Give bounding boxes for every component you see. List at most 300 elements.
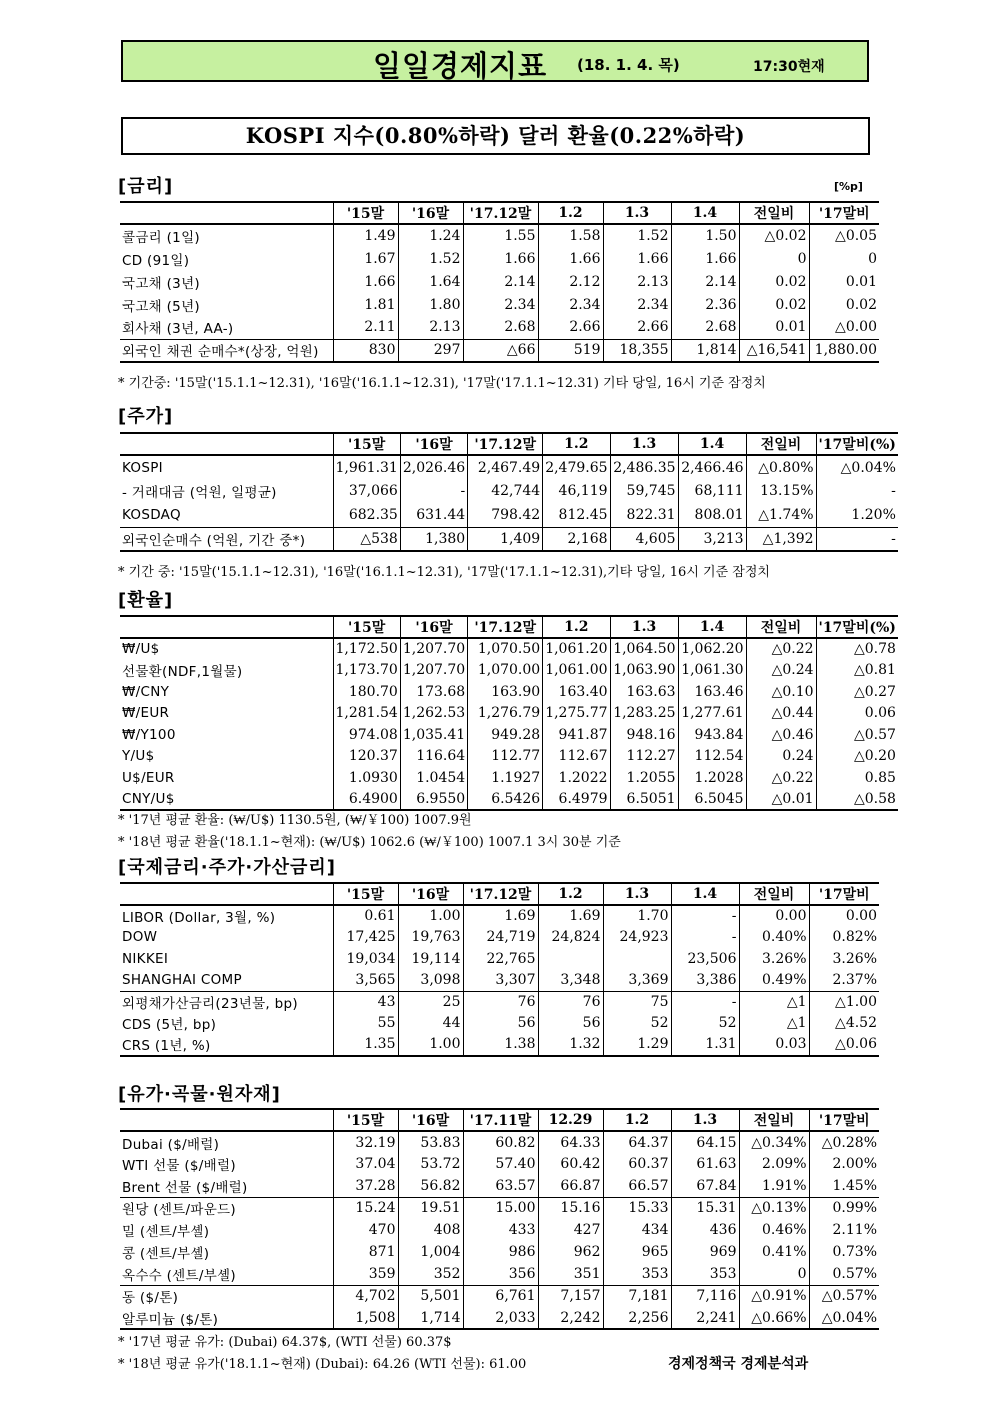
cell-value: 1,173.70 xyxy=(333,660,400,682)
cell-value: △0.13% xyxy=(739,1197,809,1219)
cell-value: 433 xyxy=(463,1219,538,1241)
headline-box: KOSPI 지수(0.80%하락) 달러 환율(0.22%하락) xyxy=(121,117,870,155)
row-label: SHANGHAI COMP xyxy=(122,972,242,988)
row-label: ₩/U$ xyxy=(122,641,160,658)
row-label: U$/EUR xyxy=(122,769,175,786)
interest-note: * 기간중: '15말('15.1.1~12.31), '16말('16.1.1~12.31), '17말('17.1.1~12.31) 기타 당일, 16시 기준 잠정치 xyxy=(118,376,766,391)
table-row xyxy=(120,1013,879,1035)
row-label: NIKKEI xyxy=(122,950,169,967)
cell-value: 24,824 xyxy=(538,927,603,949)
cell-value: 1,070.00 xyxy=(468,660,543,682)
cell-value: 519 xyxy=(538,339,603,362)
cell-value: △0.22 xyxy=(746,767,816,789)
cell-value: 434 xyxy=(603,1219,671,1241)
row-label: 외국인 채권 순매수*(상장, 억원) xyxy=(120,339,333,362)
cell-value: 42,744 xyxy=(468,479,543,503)
cell-value xyxy=(603,948,671,970)
column-header: '17말비 xyxy=(809,202,879,224)
fx-note-2: * '18년 평균 환율('18.1.1~현재): (₩/U$) 1062.6 (₩/￥100) 1007.1 3시 30분 기준 xyxy=(118,835,621,850)
cell-value: 969 xyxy=(671,1241,739,1263)
cell-value: 13.15% xyxy=(746,479,816,503)
row-label: 동 ($/톤) xyxy=(120,1285,333,1307)
cell-value: 18,355 xyxy=(603,339,671,362)
cell-value: 1.81 xyxy=(333,293,398,316)
header-row xyxy=(120,202,879,224)
cell-value: 2,466.46 xyxy=(678,455,746,479)
cell-value: 812.45 xyxy=(543,503,610,527)
cell-value: 6.4979 xyxy=(543,789,610,811)
cell-value: 0.49% xyxy=(739,970,809,992)
row-label: 알루미늄 ($/톤) xyxy=(120,1307,333,1329)
cell-value: 2,241 xyxy=(671,1307,739,1329)
cell-value: 7,157 xyxy=(538,1285,603,1307)
cell-value: 59,745 xyxy=(610,479,678,503)
cell-value: 0 xyxy=(809,247,879,270)
cell-value: 19,763 xyxy=(398,927,463,949)
section-stock-title: [주가] xyxy=(118,406,174,427)
cell-value: - xyxy=(671,991,739,1013)
cell-value: △66 xyxy=(463,339,538,362)
cell-value: 15.16 xyxy=(538,1197,603,1219)
cell-value: 0.03 xyxy=(739,1034,809,1056)
cell-value: 1.31 xyxy=(671,1034,739,1056)
cell-value: 941.87 xyxy=(543,724,610,746)
cell-value: 1,961.31 xyxy=(333,455,400,479)
column-header: 1.3 xyxy=(610,433,678,455)
cell-value: 1.64 xyxy=(398,270,463,293)
cell-value: △0.81 xyxy=(816,660,898,682)
cell-value: 1,063.90 xyxy=(610,660,678,682)
cell-value: 17,425 xyxy=(333,927,398,949)
table-row xyxy=(120,1307,879,1329)
table-row xyxy=(120,1197,879,1219)
column-header: 1.2 xyxy=(603,1109,671,1131)
cell-value: 63.57 xyxy=(463,1175,538,1197)
cell-value: 986 xyxy=(463,1241,538,1263)
cell-value: 2.34 xyxy=(463,293,538,316)
row-label: 선물환(NDF,1월물) xyxy=(122,664,243,681)
cell-value: △0.57% xyxy=(809,1285,879,1307)
cell-value: 0.82% xyxy=(809,927,879,949)
cell-value: 974.08 xyxy=(333,724,400,746)
column-header: 1.3 xyxy=(603,202,671,224)
cell-value: 1.52 xyxy=(603,224,671,247)
cell-value: 6.5426 xyxy=(468,789,543,811)
cell-value: 1.00 xyxy=(398,1034,463,1056)
cell-value: 427 xyxy=(538,1219,603,1241)
cell-value: 1.24 xyxy=(398,224,463,247)
cell-value: 436 xyxy=(671,1219,739,1241)
cell-value: △0.24 xyxy=(746,660,816,682)
cell-value: 2,168 xyxy=(543,527,610,551)
table-row xyxy=(120,1131,879,1153)
cell-value: 60.42 xyxy=(538,1153,603,1175)
column-header: 1.3 xyxy=(610,616,678,638)
cell-value: 46,119 xyxy=(543,479,610,503)
cell-value: 55 xyxy=(333,1013,398,1035)
cell-value: 53.83 xyxy=(398,1131,463,1153)
cell-value: 2.14 xyxy=(671,270,739,293)
cell-value: 1.1927 xyxy=(468,767,543,789)
table-row xyxy=(120,991,879,1013)
column-header: 전일비 xyxy=(746,433,816,455)
row-label: KOSPI xyxy=(122,459,163,476)
table-row xyxy=(120,905,879,927)
column-header xyxy=(120,883,333,905)
table-row xyxy=(120,724,898,746)
row-label: Dubai ($/배럴) xyxy=(122,1136,220,1153)
cell-value: 112.54 xyxy=(678,746,746,768)
cell-value: △0.01 xyxy=(746,789,816,811)
column-header: 전일비 xyxy=(739,883,809,905)
cell-value: 60.37 xyxy=(603,1153,671,1175)
cell-value: 297 xyxy=(398,339,463,362)
section-intl-title: [국제금리·주가·가산금리] xyxy=(118,857,337,878)
table-row xyxy=(120,970,879,992)
header-row xyxy=(120,433,898,455)
cell-value: △0.00 xyxy=(809,316,879,339)
cell-value: 1.38 xyxy=(463,1034,538,1056)
cell-value: 23,506 xyxy=(671,948,739,970)
cell-value: 2,479.65 xyxy=(543,455,610,479)
row-label: 국고채 (3년) xyxy=(122,275,200,292)
cell-value: 1,061.30 xyxy=(678,660,746,682)
cell-value: 19,114 xyxy=(398,948,463,970)
cell-value: 4,702 xyxy=(333,1285,398,1307)
cell-value: 0.02 xyxy=(739,293,809,316)
stock-note: * 기간 중: '15말('15.1.1~12.31), '16말('16.1.1~12.31), '17말('17.1.1~12.31),기타 당일, 16시 기준 잠정치 xyxy=(118,565,770,580)
cell-value: 15.00 xyxy=(463,1197,538,1219)
cell-value: 15.31 xyxy=(671,1197,739,1219)
cell-value: 1.91% xyxy=(739,1175,809,1197)
cell-value: 353 xyxy=(671,1263,739,1285)
cell-value: 3,386 xyxy=(671,970,739,992)
cell-value: 163.63 xyxy=(610,681,678,703)
cell-value: 57.40 xyxy=(463,1153,538,1175)
cell-value: 66.57 xyxy=(603,1175,671,1197)
table-row xyxy=(120,479,898,503)
report-date: (18. 1. 4. 목) xyxy=(577,56,680,74)
table-row xyxy=(120,503,898,527)
table-row xyxy=(120,660,898,682)
table-row xyxy=(120,1263,879,1285)
table-row xyxy=(120,681,898,703)
commodity-table xyxy=(120,1108,879,1330)
cell-value: 1,061.20 xyxy=(543,638,610,660)
cell-value: 2.68 xyxy=(463,316,538,339)
cell-value: 1,380 xyxy=(400,527,467,551)
cell-value: 2.12 xyxy=(538,270,603,293)
cell-value: 2,486.35 xyxy=(610,455,678,479)
cell-value: 949.28 xyxy=(468,724,543,746)
cell-value: 6.5051 xyxy=(610,789,678,811)
row-label: CD (91일) xyxy=(122,252,190,269)
cell-value: 37.28 xyxy=(333,1175,398,1197)
cell-value: 943.84 xyxy=(678,724,746,746)
cell-value: 64.33 xyxy=(538,1131,603,1153)
cell-value: △0.20 xyxy=(816,746,898,768)
column-header: 1.4 xyxy=(678,616,746,638)
cell-value: 1.50 xyxy=(671,224,739,247)
cell-value: 351 xyxy=(538,1263,603,1285)
cell-value: △0.66% xyxy=(739,1307,809,1329)
cell-value: 3,098 xyxy=(398,970,463,992)
table-row xyxy=(120,270,879,293)
table-row xyxy=(120,339,879,362)
row-label: ₩/Y100 xyxy=(122,726,176,743)
column-header: '15말 xyxy=(333,433,400,455)
title-banner xyxy=(121,40,869,82)
cell-value: △16,541 xyxy=(739,339,809,362)
cell-value: 68,111 xyxy=(678,479,746,503)
cell-value: 1,880.00 xyxy=(809,339,879,362)
cell-value: △0.28% xyxy=(809,1131,879,1153)
cell-value: 1,064.50 xyxy=(610,638,678,660)
cell-value: 353 xyxy=(603,1263,671,1285)
cell-value: △0.04% xyxy=(809,1307,879,1329)
cell-value: 76 xyxy=(463,991,538,1013)
cell-value: △0.04% xyxy=(816,455,898,479)
cell-value: 7,116 xyxy=(671,1285,739,1307)
table-row xyxy=(120,1285,879,1307)
cell-value: 2,256 xyxy=(603,1307,671,1329)
row-label: 옥수수 (센트/부셸) xyxy=(122,1267,236,1284)
cell-value: 2.13 xyxy=(398,316,463,339)
cell-value: 2.14 xyxy=(463,270,538,293)
cell-value: 163.40 xyxy=(543,681,610,703)
cell-value: △0.58 xyxy=(816,789,898,811)
stock-table xyxy=(120,432,898,552)
cell-value: △0.34% xyxy=(739,1131,809,1153)
cell-value: 64.15 xyxy=(671,1131,739,1153)
cell-value: 52 xyxy=(671,1013,739,1035)
cell-value: 61.63 xyxy=(671,1153,739,1175)
header-row xyxy=(120,883,879,905)
row-label: WTI 선물 ($/배럴) xyxy=(122,1158,236,1174)
cell-value: 1.32 xyxy=(538,1034,603,1056)
cell-value: 1.45% xyxy=(809,1175,879,1197)
cell-value: 948.16 xyxy=(610,724,678,746)
cell-value: 180.70 xyxy=(333,681,400,703)
cell-value: 871 xyxy=(333,1241,398,1263)
cell-value: △0.91% xyxy=(739,1285,809,1307)
cell-value: 2.68 xyxy=(671,316,739,339)
cell-value: 56.82 xyxy=(398,1175,463,1197)
cell-value: 2.13 xyxy=(603,270,671,293)
commodity-note-2: * '18년 평균 유가('18.1.1~현재) (Dubai): 64.26 (WTI 선물): 61.00 xyxy=(118,1357,527,1372)
cell-value: 1,061.00 xyxy=(543,660,610,682)
column-header: '15말 xyxy=(333,883,398,905)
cell-value: 0 xyxy=(739,247,809,270)
cell-value: 0.99% xyxy=(809,1197,879,1219)
cell-value: 631.44 xyxy=(400,503,467,527)
cell-value: 2,467.49 xyxy=(468,455,543,479)
table-row xyxy=(120,948,879,970)
cell-value: 1,207.70 xyxy=(400,660,467,682)
row-label: KOSDAQ xyxy=(122,506,181,523)
header-row xyxy=(120,1109,879,1131)
cell-value: 0 xyxy=(739,1263,809,1285)
cell-value: 1.0454 xyxy=(400,767,467,789)
cell-value: 1,814 xyxy=(671,339,739,362)
cell-value: 3,565 xyxy=(333,970,398,992)
table-row xyxy=(120,927,879,949)
column-header xyxy=(120,616,333,638)
table-row xyxy=(120,1241,879,1263)
cell-value: 1.70 xyxy=(603,905,671,927)
cell-value: 1.55 xyxy=(463,224,538,247)
cell-value: 19.51 xyxy=(398,1197,463,1219)
cell-value: 0.61 xyxy=(333,905,398,927)
cell-value: 1.66 xyxy=(333,270,398,293)
cell-value: 0.02 xyxy=(809,293,879,316)
row-label: 국고채 (5년) xyxy=(122,298,200,315)
section-interest-title: [금리] xyxy=(118,176,174,197)
cell-value: 2.66 xyxy=(538,316,603,339)
cell-value: 1.2028 xyxy=(678,767,746,789)
table-row xyxy=(120,767,898,789)
cell-value: 1,207.70 xyxy=(400,638,467,660)
column-header: '17.12말 xyxy=(463,202,538,224)
cell-value: 116.64 xyxy=(400,746,467,768)
cell-value: 0.02 xyxy=(739,270,809,293)
row-label: 콩 (센트/부셸) xyxy=(122,1246,210,1262)
table-row xyxy=(120,1034,879,1056)
table-row xyxy=(120,293,879,316)
cell-value: 1,281.54 xyxy=(333,703,400,725)
cell-value: 1.29 xyxy=(603,1034,671,1056)
cell-value: 808.01 xyxy=(678,503,746,527)
column-header: 1.3 xyxy=(671,1109,739,1131)
section-commodity-title: [유가·곡물·원자재] xyxy=(118,1084,281,1105)
cell-value: 24,923 xyxy=(603,927,671,949)
row-label: ₩/EUR xyxy=(122,705,170,722)
cell-value: 112.77 xyxy=(468,746,543,768)
cell-value: 822.31 xyxy=(610,503,678,527)
cell-value: 0.57% xyxy=(809,1263,879,1285)
cell-value: - xyxy=(816,479,898,503)
cell-value: 1.0930 xyxy=(333,767,400,789)
cell-value: 1,035.41 xyxy=(400,724,467,746)
table-row xyxy=(120,1219,879,1241)
cell-value: 1.69 xyxy=(538,905,603,927)
column-header: 1.4 xyxy=(671,883,739,905)
column-header xyxy=(120,433,333,455)
cell-value: 15.24 xyxy=(333,1197,398,1219)
cell-value: 2.37% xyxy=(809,970,879,992)
cell-value: 53.72 xyxy=(398,1153,463,1175)
cell-value: 1.66 xyxy=(463,247,538,270)
cell-value: 1.20% xyxy=(816,503,898,527)
cell-value: △0.57 xyxy=(816,724,898,746)
row-label: DOW xyxy=(122,929,158,946)
cell-value: 1.66 xyxy=(603,247,671,270)
row-label: - 거래대금 (억원, 일평균) xyxy=(122,485,277,501)
cell-value: 0.24 xyxy=(746,746,816,768)
cell-value: 1,508 xyxy=(333,1307,398,1329)
cell-value: 6,761 xyxy=(463,1285,538,1307)
cell-value: 470 xyxy=(333,1219,398,1241)
unit-label: [%p] xyxy=(834,180,863,193)
table-row xyxy=(120,527,898,551)
cell-value: 962 xyxy=(538,1241,603,1263)
cell-value: 359 xyxy=(333,1263,398,1285)
column-header: '15말 xyxy=(333,202,398,224)
cell-value: 66.87 xyxy=(538,1175,603,1197)
table-row xyxy=(120,224,879,247)
cell-value: 1.2055 xyxy=(610,767,678,789)
cell-value: 1.2022 xyxy=(543,767,610,789)
cell-value: 37,066 xyxy=(333,479,400,503)
column-header: '17말비 xyxy=(809,1109,879,1131)
row-label: CNY/U$ xyxy=(120,789,333,811)
cell-value: 2,033 xyxy=(463,1307,538,1329)
column-header: '16말 xyxy=(398,1109,463,1131)
intl-table xyxy=(120,882,879,1057)
cell-value: △0.05 xyxy=(809,224,879,247)
cell-value: 1.66 xyxy=(671,247,739,270)
cell-value: 2,026.46 xyxy=(400,455,467,479)
column-header: 1.4 xyxy=(671,202,739,224)
cell-value: 1,275.77 xyxy=(543,703,610,725)
cell-value xyxy=(538,948,603,970)
cell-value: △0.44 xyxy=(746,703,816,725)
cell-value: 1,070.50 xyxy=(468,638,543,660)
cell-value: 1,714 xyxy=(398,1307,463,1329)
header-row xyxy=(120,616,898,638)
cell-value: 1,062.20 xyxy=(678,638,746,660)
column-header: '17.12말 xyxy=(463,883,538,905)
column-header: '16말 xyxy=(400,616,467,638)
row-label: 밀 (센트/부셸) xyxy=(122,1224,210,1240)
cell-value: △1.74% xyxy=(746,503,816,527)
cell-value: 2.36 xyxy=(671,293,739,316)
table-row xyxy=(120,789,898,811)
column-header xyxy=(120,202,333,224)
cell-value: △0.06 xyxy=(809,1034,879,1056)
cell-value: 1,172.50 xyxy=(333,638,400,660)
cell-value: △4.52 xyxy=(809,1013,879,1035)
column-header: '17말비(%) xyxy=(816,616,898,638)
cell-value: 112.27 xyxy=(610,746,678,768)
cell-value: 0.06 xyxy=(816,703,898,725)
cell-value: 5,501 xyxy=(398,1285,463,1307)
column-header xyxy=(120,1109,333,1131)
table-row xyxy=(120,316,879,339)
table-row xyxy=(120,1175,879,1197)
column-header: 1.2 xyxy=(538,883,603,905)
cell-value: 1.49 xyxy=(333,224,398,247)
cell-value: 2.34 xyxy=(538,293,603,316)
cell-value: 1.67 xyxy=(333,247,398,270)
cell-value: 798.42 xyxy=(468,503,543,527)
column-header: '17말비 xyxy=(809,883,879,905)
column-header: 전일비 xyxy=(739,1109,809,1131)
cell-value: △1.00 xyxy=(809,991,879,1013)
cell-value: △1 xyxy=(739,991,809,1013)
cell-value: 0.01 xyxy=(809,270,879,293)
cell-value: 3.26% xyxy=(809,948,879,970)
cell-value: 4,605 xyxy=(610,527,678,551)
column-header: 1.2 xyxy=(543,433,610,455)
cell-value: 64.37 xyxy=(603,1131,671,1153)
cell-value: 76 xyxy=(538,991,603,1013)
cell-value: 0.40% xyxy=(739,927,809,949)
cell-value: 682.35 xyxy=(333,503,400,527)
row-label: 원당 (센트/파운드) xyxy=(120,1197,333,1219)
column-header: 1.2 xyxy=(543,616,610,638)
table-row xyxy=(120,703,898,725)
